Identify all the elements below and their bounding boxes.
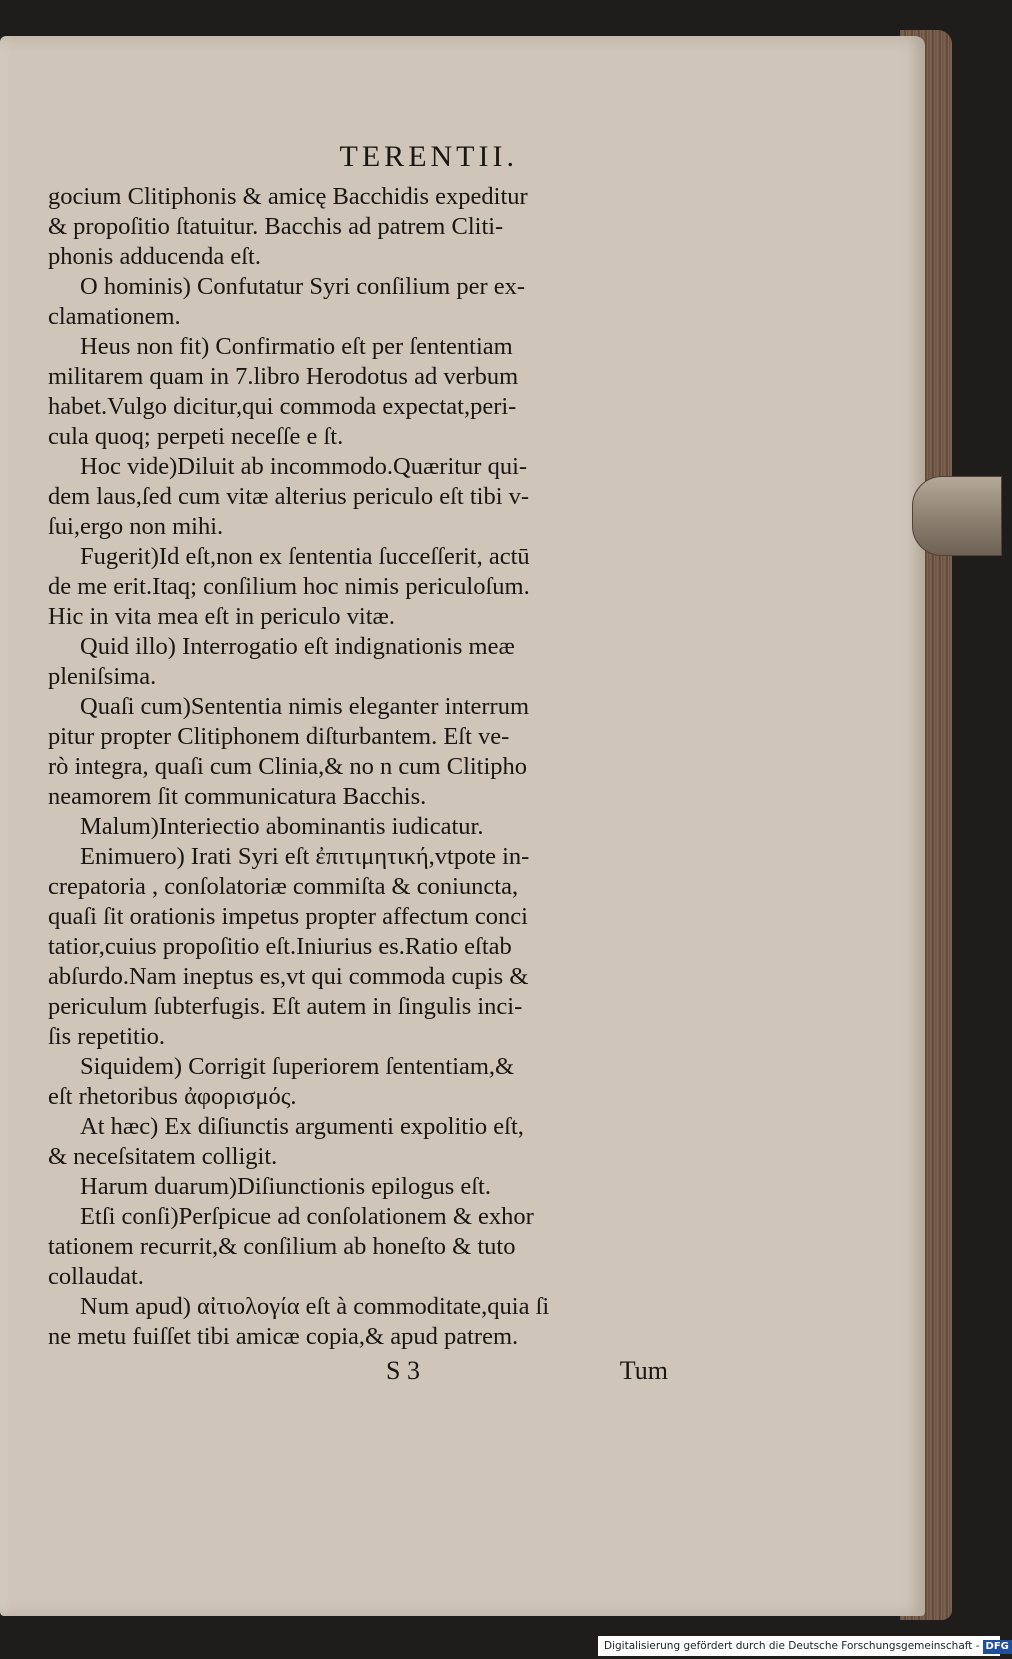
text-line: Harum duarum)Diſiunctionis epilogus eſt. [80,1173,491,1200]
text-line: & propoſitio ſtatuitur. Bacchis ad patrem Cliti- [48,213,504,240]
running-head: TERENTII. [339,140,518,173]
text-line: ſis repetitio. [48,1023,166,1050]
digitization-banner [598,1636,1009,1656]
text-line: pitur propter Clitiphonem diſturbantem. Eſt ve- [48,723,510,750]
text-line: gocium Clitiphonis & amicę Bacchidis expeditur [48,183,528,210]
text-line: At hæc) Ex diſiunctis argumenti expolitio eſt, [80,1113,524,1140]
text-line: Heus non fit) Confirmatio eſt per ſententiam [80,333,513,360]
signature-mark: S 3 [386,1356,420,1385]
text-line: rò integra, quaſi cum Clinia,& no n cum Clitipho [48,753,528,780]
text-line: neamorem ſit communicatura Bacchis. [48,783,427,810]
text-line: habet.Vulgo dicitur,qui commoda expectat,peri- [48,393,517,420]
text-line: collaudat. [48,1263,144,1290]
text-line: ne metu fuiſſet tibi amicæ copia,& apud patrem. [48,1323,519,1350]
text-line: tatior,cuius propoſitio eſt.Iniurius es.Ratio eſtab [48,933,512,960]
text-line: Quid illo) Interrogatio eſt indignationis meæ [80,633,515,660]
text-lines [48,182,668,1352]
text-line: crepatoria , conſolatoriæ commiſta & coniuncta, [48,873,519,900]
text-line: O hominis) Confutatur Syri conſilium per ex- [80,273,526,300]
text-line: abſurdo.Nam ineptus es,vt qui commoda cupis & [48,963,529,990]
text-line: & neceſsitatem colligit. [48,1143,278,1170]
dfg-logo: DFG [983,1640,1012,1654]
text-line: Siquidem) Corrigit ſuperiorem ſententiam,& [80,1053,515,1080]
text-line: Hic in vita mea eſt in periculo vitæ. [48,603,395,630]
text-line: eſt rhetoribus ἀφορισμός. [48,1083,297,1110]
page-footer [48,1356,668,1386]
text-line: Hoc vide)Diluit ab incommodo.Quæritur qui- [80,453,528,480]
page-text [48,140,668,1386]
text-line: Num apud) αἰτιολογία eſt à commoditate,quia ſi [80,1293,550,1320]
text-line: quaſi ſit orationis impetus propter affectum conci [48,903,528,930]
text-line: ſui,ergo non mihi. [48,513,224,540]
text-line: periculum ſubterfugis. Eſt autem in ſingulis inci- [48,993,523,1020]
text-line: Malum)Interiectio abominantis iudicatur. [80,813,484,840]
text-line: phonis adducenda eſt. [48,243,261,270]
banner-text: Digitalisierung gefördert durch die Deutsche Forschungsgemeinschaft - [604,1640,980,1652]
clasp-tab [912,476,1002,556]
catchword: Tum [619,1356,668,1385]
text-line: de me erit.Itaq; conſilium hoc nimis periculoſum. [48,573,530,600]
text-line: Etſi conſi)Perſpicue ad conſolationem & exhor [80,1203,534,1230]
text-line: militarem quam in 7.libro Herodotus ad verbum [48,363,519,390]
text-line: cula quoq; perpeti neceſſe e ſt. [48,423,344,450]
text-line: clamationem. [48,303,181,330]
text-line: Enimuero) Irati Syri eſt ἐπιτιμητική,vtpote in- [80,843,530,870]
text-line: dem laus,ſed cum vitæ alterius periculo eſt tibi v- [48,483,530,510]
text-line: Fugerit)Id eſt,non ex ſententia ſucceſſerit, actū [80,543,530,570]
text-line: Quaſi cum)Sententia nimis eleganter interrum [80,693,530,720]
text-line: tationem recurrit,& conſilium ab honeſto & tuto [48,1233,516,1260]
text-line: pleniſsima. [48,663,157,690]
